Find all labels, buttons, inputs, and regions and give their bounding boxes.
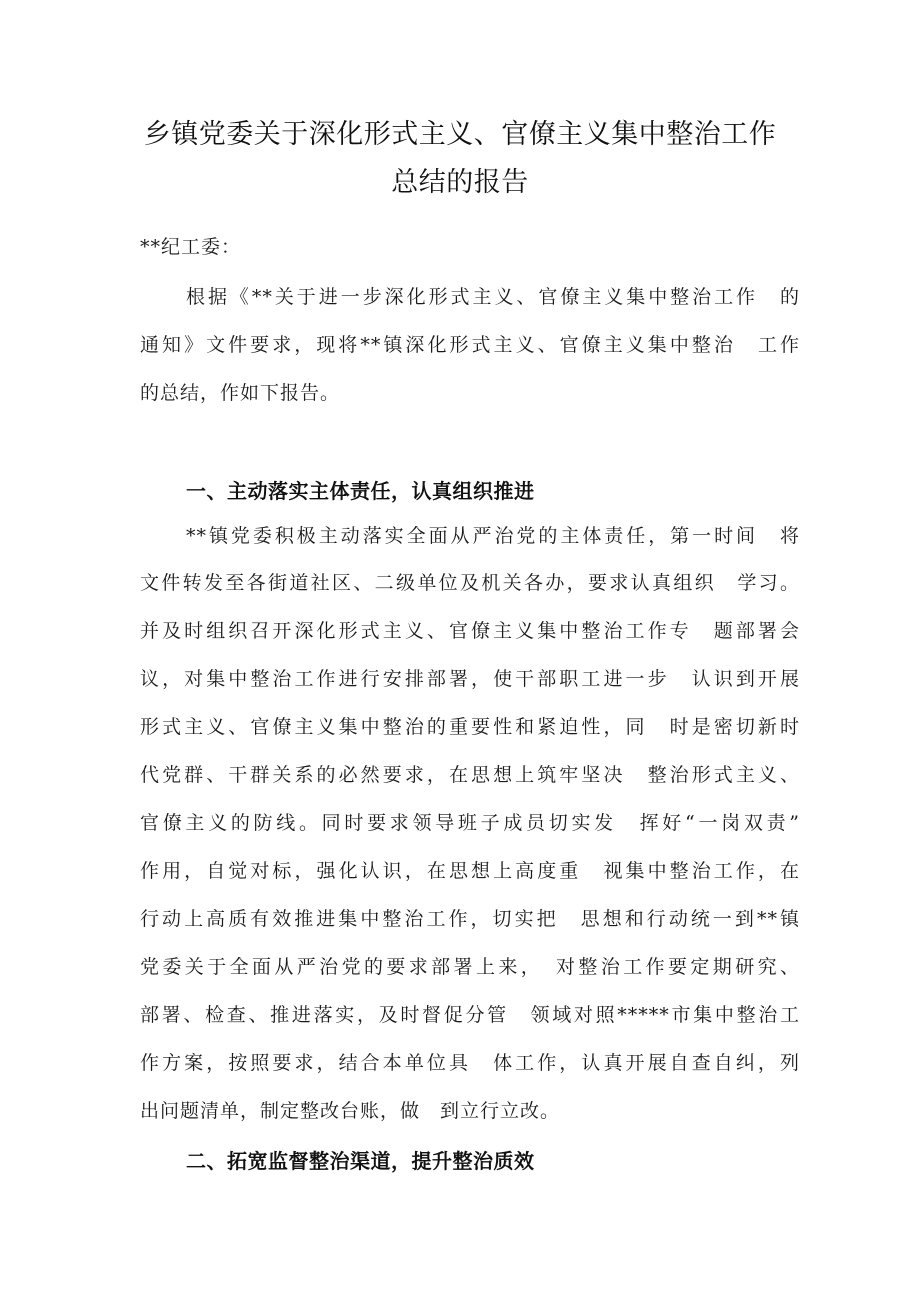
intro-line-3: 的总结，作如下报告。 [140, 382, 341, 404]
intro-line-1: 根据《**关于进一步深化形式主义、官僚主义集中整治工作 的 [186, 286, 800, 308]
section-1-line-12: 作方案，按照要求，结合本单位具 体工作，认真开展自查自纠，列 [140, 1052, 800, 1074]
section-1-line-1: **镇党委积极主动落实全面从严治党的主体责任，第一时间 将 [186, 525, 800, 547]
section-1-line-13: 出问题清单，制定整改台账，做 到立行立改。 [140, 1100, 561, 1122]
section-1-line-9: 行动上高质有效推进集中整治工作，切实把 思想和行动统一到**镇 [140, 908, 800, 930]
section-1-line-5: 形式主义、官僚主义集中整治的重要性和紧迫性，同 时是密切新时 [140, 716, 800, 738]
section-1-line-3: 并及时组织召开深化形式主义、官僚主义集中整治工作专 题部署会 [140, 620, 800, 642]
document-title-line-1: 乡镇党委关于深化形式主义、官僚主义集中整治工作 [143, 119, 777, 150]
section-1-line-8: 作用，自觉对标，强化认识，在思想上高度重 视集中整治工作，在 [140, 860, 800, 882]
document-title-line-2: 总结的报告 [391, 167, 529, 198]
intro-line-2: 通知》文件要求，现将**镇深化形式主义、官僚主义集中整治 工作 [140, 334, 800, 356]
salutation: **纪工委： [140, 236, 242, 258]
section-1-line-11: 部署、检查、推进落实，及时督促分管 领域对照*****市集中整治工 [140, 1004, 800, 1026]
section-1-line-10: 党委关于全面从严治党的要求部署上来， 对整治工作要定期研究、 [140, 956, 800, 978]
section-1-line-2: 文件转发至各街道社区、二级单位及机关各办，要求认真组织 学习。 [140, 572, 800, 594]
section-1-line-6: 代党群、干群关系的必然要求，在思想上筑牢坚决 整治形式主义、 [140, 764, 800, 786]
section-2-heading: 二、拓宽监督整治渠道，提升整治质效 [186, 1149, 535, 1173]
section-1-line-7: 官僚主义的防线。同时要求领导班子成员切实发 挥好“一岗双责” [140, 812, 800, 834]
section-1-line-4: 议，对集中整治工作进行安排部署，使干部职工进一步 认识到开展 [140, 668, 800, 690]
section-1-heading: 一、主动落实主体责任，认真组织推进 [186, 479, 535, 503]
